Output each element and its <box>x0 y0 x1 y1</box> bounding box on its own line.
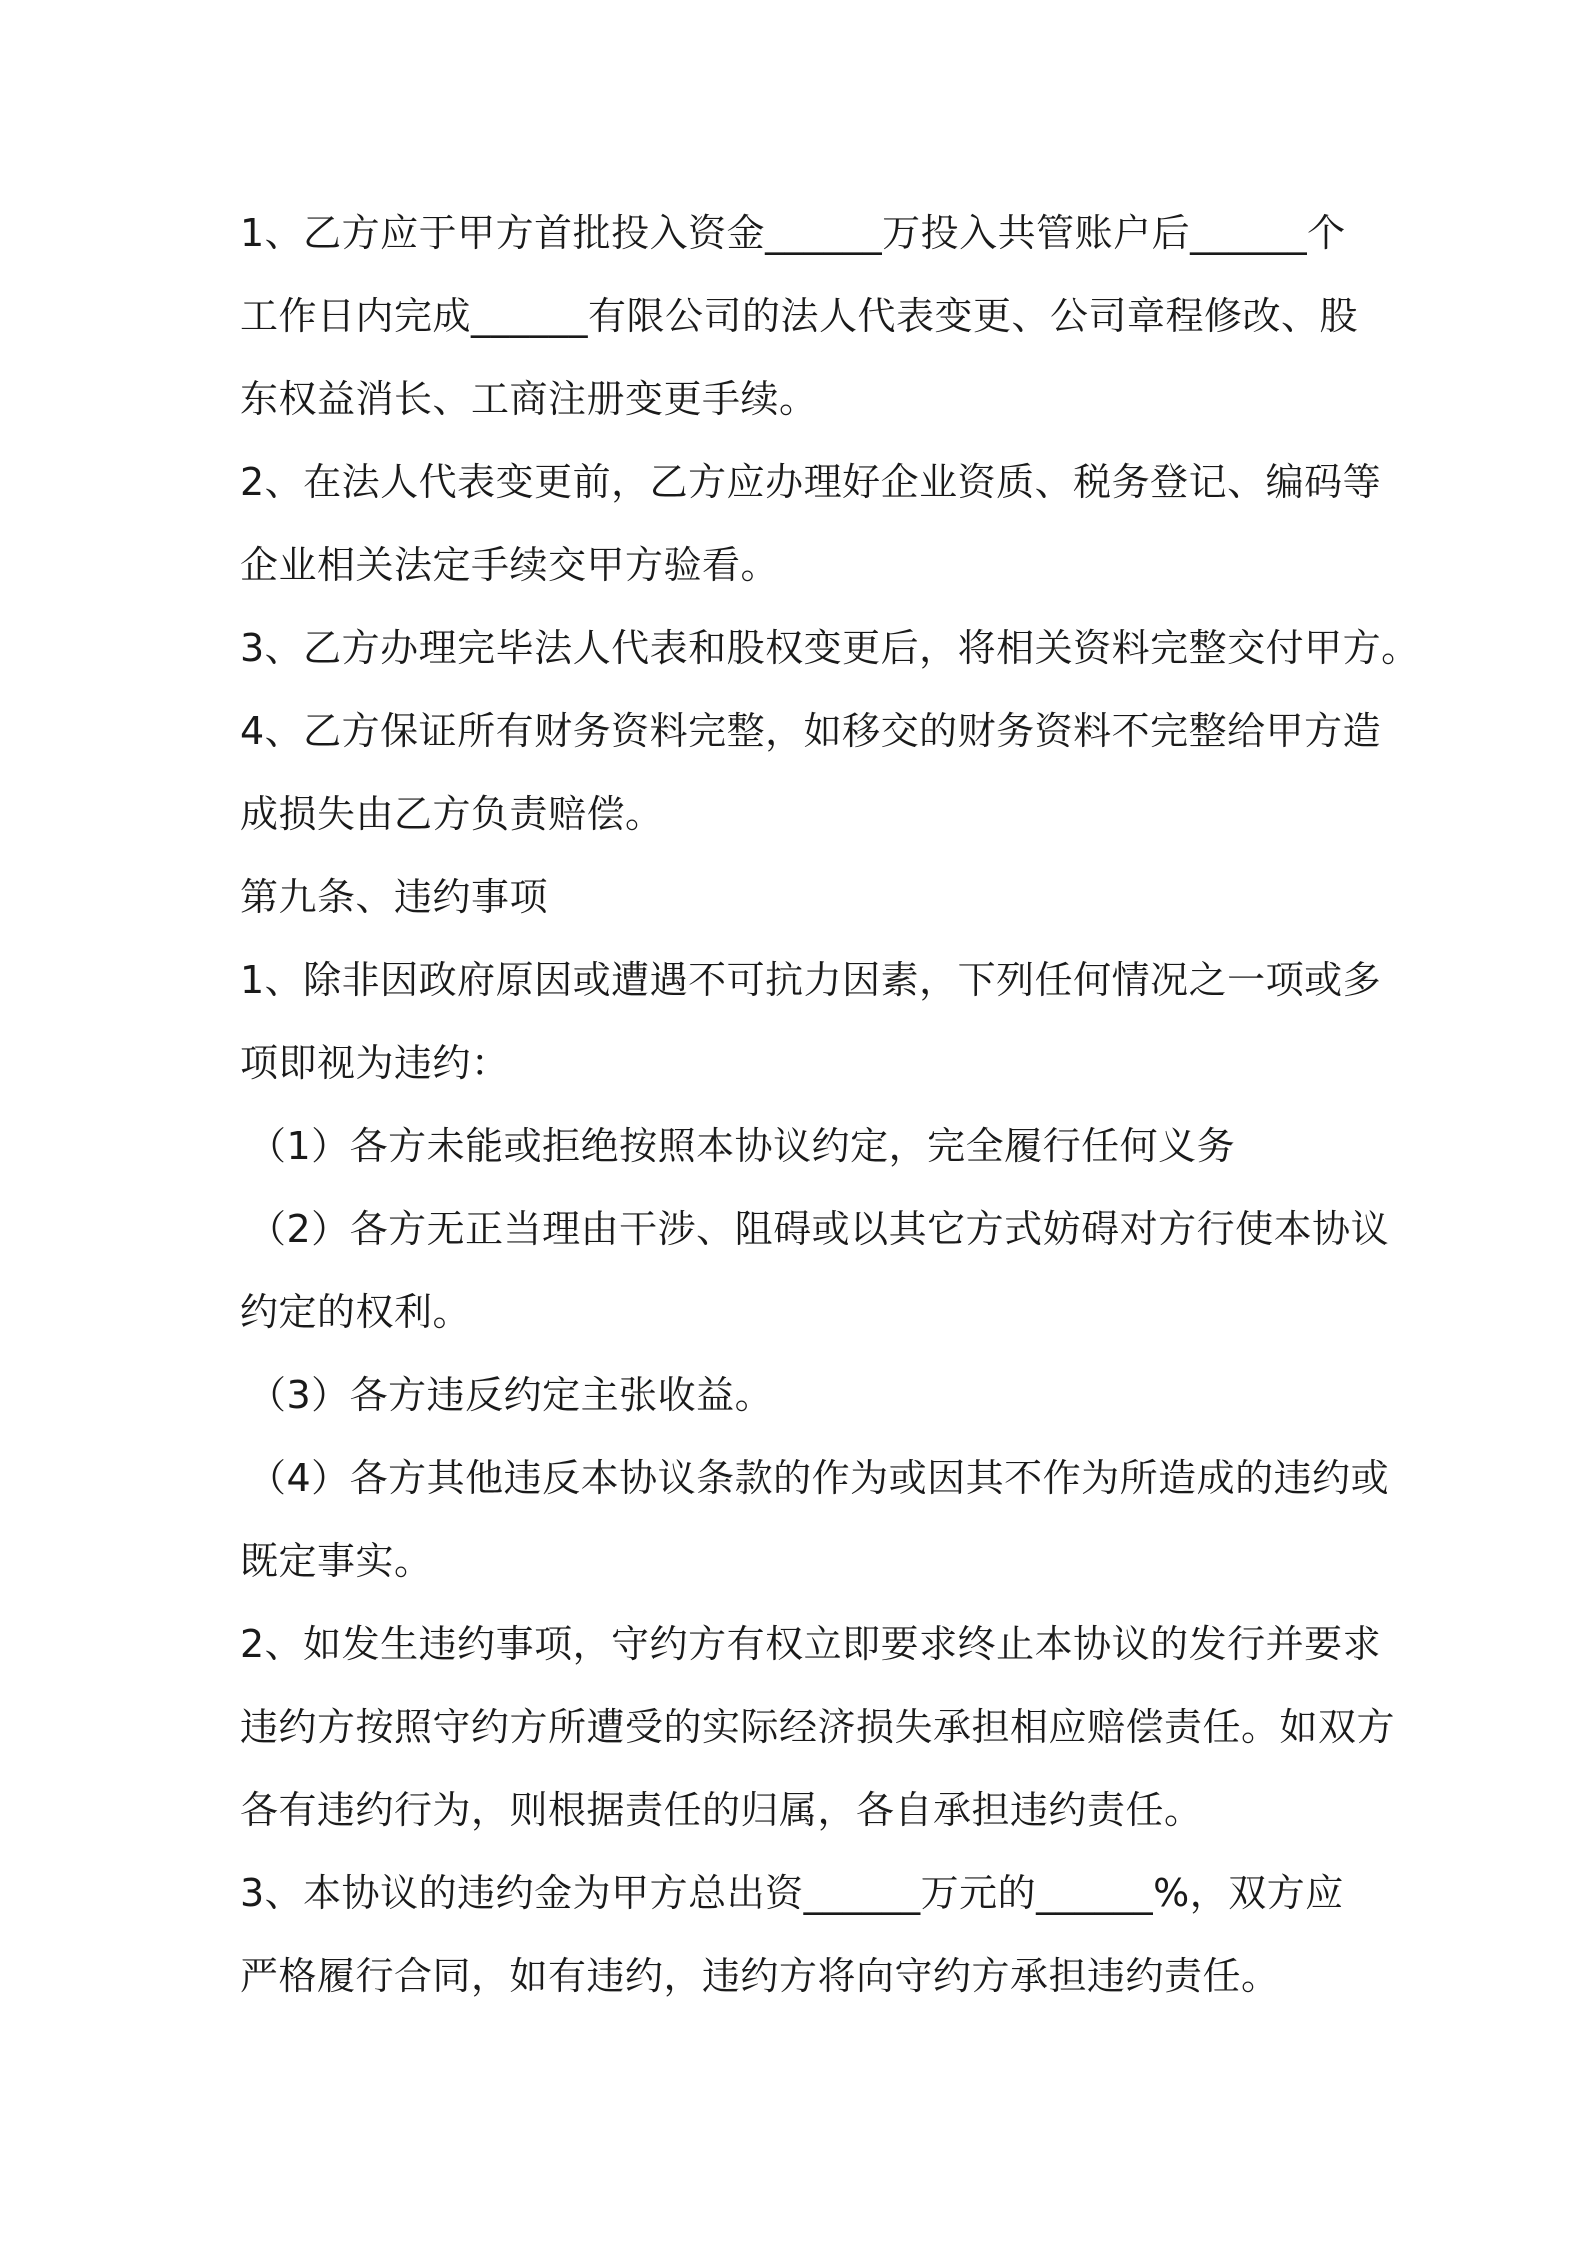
text-line-11: 项即视为违约： <box>240 1041 510 1085</box>
text-line-12: （1）各方未能或拒绝按照本协议约定，完全履行任何义务 <box>248 1124 1236 1168</box>
text-line-4: 2、在法人代表变更前，乙方应办理好企业资质、税务登记、编码等 <box>240 460 1382 504</box>
section-heading: 第九条、违约事项 <box>240 875 549 919</box>
text-line-7: 4、乙方保证所有财务资料完整，如移交的财务资料不完整给甲方造 <box>240 709 1382 753</box>
text-line-15: （3）各方违反约定主张收益。 <box>248 1373 774 1417</box>
text-line-8: 成损失由乙方负责赔偿。 <box>240 792 664 836</box>
text-line-1: 1、乙方应于甲方首批投入资金______万投入共管账户后______个 <box>240 211 1346 255</box>
text-line-2: 工作日内完成______有限公司的法人代表变更、公司章程修改、股 <box>240 294 1359 338</box>
text-line-22: 严格履行合同，如有违约，违约方将向守约方承担违约责任。 <box>240 1954 1280 1998</box>
document-body <box>240 192 1420 2018</box>
text-line-13: （2）各方无正当理由干涉、阻碍或以其它方式妨碍对方行使本协议 <box>248 1207 1390 1251</box>
text-line-14: 约定的权利。 <box>240 1290 472 1334</box>
text-line-18: 2、如发生违约事项，守约方有权立即要求终止本协议的发行并要求 <box>240 1622 1382 1666</box>
text-line-6: 3、乙方办理完毕法人代表和股权变更后，将相关资料完整交付甲方。 <box>240 626 1420 670</box>
text-line-10: 1、除非因政府原因或遭遇不可抗力因素，下列任何情况之一项或多 <box>240 958 1382 1002</box>
text-line-21: 3、本协议的违约金为甲方总出资______万元的______%，双方应 <box>240 1871 1344 1915</box>
text-line-5: 企业相关法定手续交甲方验看。 <box>240 543 780 587</box>
text-line-3: 东权益消长、工商注册变更手续。 <box>240 377 818 421</box>
text-line-17: 既定事实。 <box>240 1539 433 1583</box>
text-line-19: 违约方按照守约方所遭受的实际经济损失承担相应赔偿责任。如双方 <box>240 1705 1396 1749</box>
text-line-16: （4）各方其他违反本协议条款的作为或因其不作为所造成的违约或 <box>248 1456 1390 1500</box>
text-line-20: 各有违约行为，则根据责任的归属，各自承担违约责任。 <box>240 1788 1203 1832</box>
